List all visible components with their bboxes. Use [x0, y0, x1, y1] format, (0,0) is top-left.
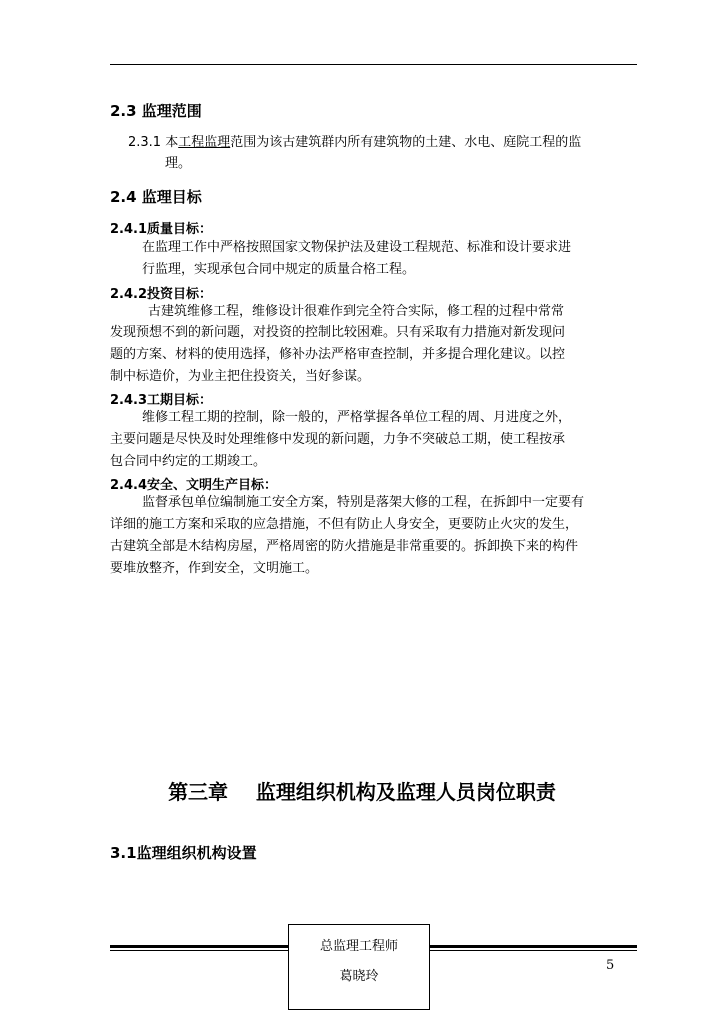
section-2-3-1-line [128, 132, 581, 154]
project-supervision-link[interactable]: 工程监理 [178, 135, 231, 150]
investment-goal-line: 题的方案、材料的使用选择，修补办法严格审查控制，并多提合理化建议。以控 [110, 347, 566, 362]
schedule-goal-line: 包合同中约定的工期竣工。 [110, 454, 267, 469]
investment-goal-line: 发现预想不到的新问题，对投资的控制比较困难。只有采取有力措施对新发现问 [110, 325, 566, 340]
section-2-4-heading: 2.4 监理目标 [110, 188, 202, 206]
org-chart-box [288, 924, 430, 1010]
quality-goal-heading: 2.4.1质量目标： [110, 222, 213, 237]
chapter-3-title: 第三章 监理组织机构及监理人员岗位职责 [168, 780, 556, 804]
section-2-3-heading: 2.3 监理范围 [110, 102, 202, 120]
page-number: 5 [606, 958, 615, 973]
section-2-3-1-continuation: 理。 [165, 156, 192, 171]
schedule-goal-line: 维修工程工期的控制，除一般的，严格掌握各单位工程的周、月进度之外， [142, 410, 572, 425]
org-person-name: 葛晓玲 [339, 969, 379, 984]
schedule-goal-heading: 2.4.3工期目标： [110, 393, 213, 408]
investment-goal-line: 古建筑维修工程，维修设计很难作到完全符合实际，修工程的过程中常常 [148, 304, 565, 319]
schedule-goal-line: 主要问题是尽快及时处理维修中发现的新问题，力争不突破总工期，使工程按承 [110, 432, 566, 447]
item-number: 2.3.1 本 [128, 135, 179, 150]
section-3-1-heading: 3.1监理组织机构设置 [110, 844, 257, 862]
quality-goal-line: 行监理，实现承包合同中规定的质量合格工程。 [142, 262, 416, 277]
safety-goal-line: 古建筑全部是木结构房屋，严格周密的防火措施是非常重要的。拆卸换下来的构件 [110, 539, 579, 554]
safety-goal-line: 要堆放整齐，作到安全，文明施工。 [110, 561, 319, 576]
safety-goal-heading: 2.4.4安全、文明生产目标： [110, 478, 278, 493]
quality-goal-line: 在监理工作中严格按照国家文物保护法及建设工程规范、标准和设计要求进 [142, 240, 572, 255]
org-role-label: 总监理工程师 [319, 939, 398, 954]
safety-goal-line: 监督承包单位编制施工安全方案，特别是落架大修的工程，在拆卸中一定要有 [142, 495, 585, 510]
item-text: 范围为该古建筑群内所有建筑物的土建、水电、庭院工程的监 [230, 135, 582, 150]
safety-goal-line: 详细的施工方案和采取的应急措施，不但有防止人身安全，更要防止火灾的发生， [110, 517, 579, 532]
header-rule [110, 64, 637, 65]
investment-goal-line: 制中标造价，为业主把住投资关，当好参谋。 [110, 369, 371, 384]
investment-goal-heading: 2.4.2投资目标： [110, 287, 213, 302]
